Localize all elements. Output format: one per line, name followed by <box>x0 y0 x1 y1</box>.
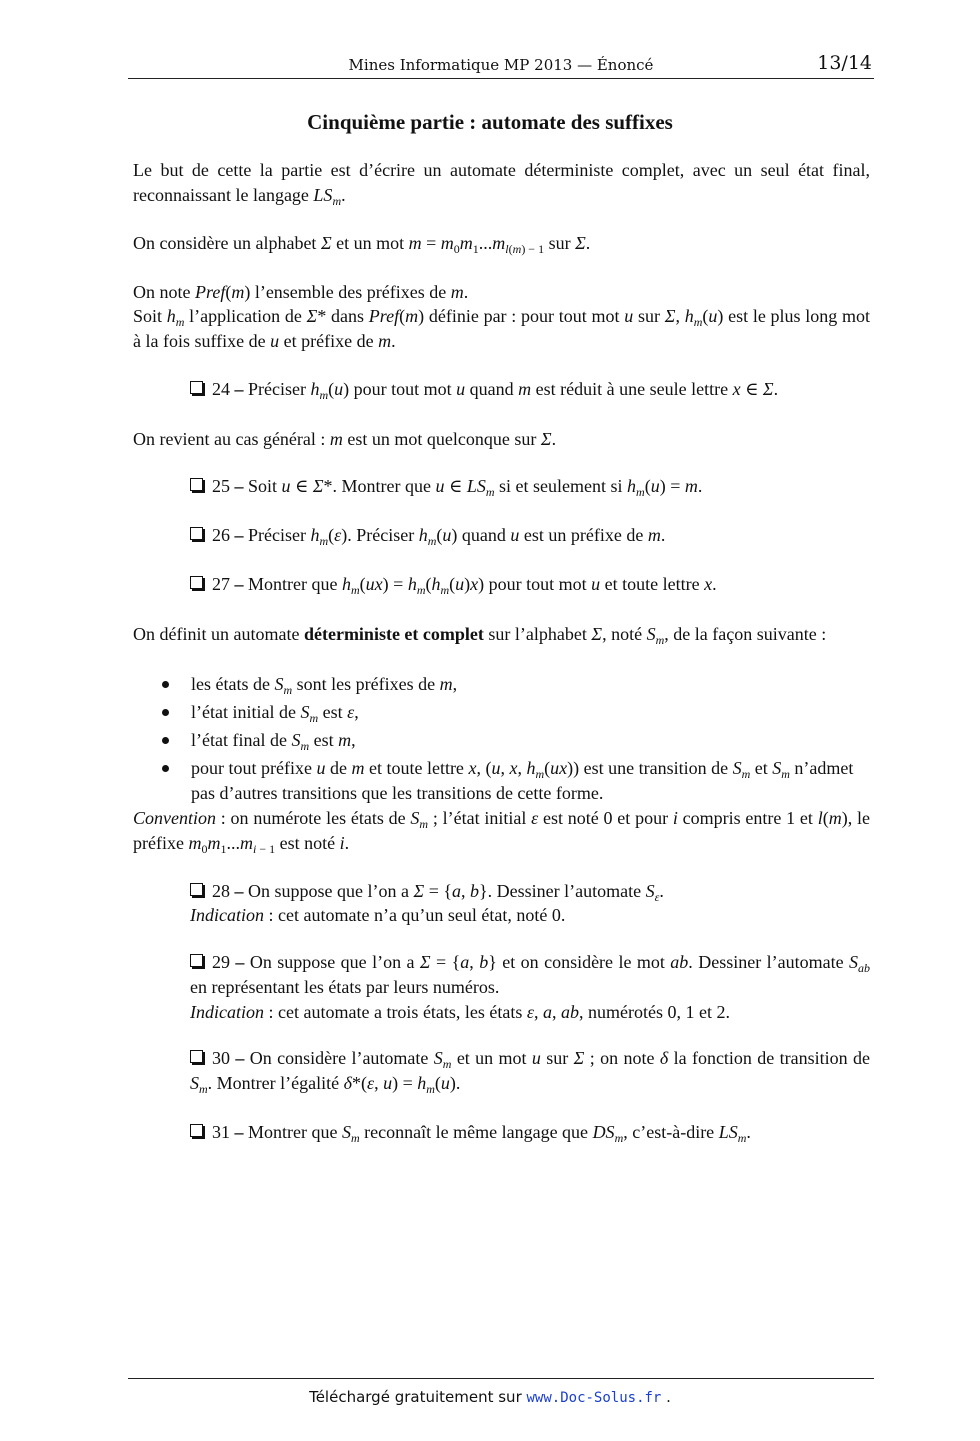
checkbox-icon <box>190 576 203 589</box>
bullet-icon <box>162 765 169 772</box>
question-29-indication: Indication : cet automate a trois états, les états ε, a, ab, numérotés 0, 1 et 2. <box>190 1002 730 1022</box>
intro-paragraph: Le but de cette la partie est d’écrire un automate déterministe complet, avec un seul état final, reconnaissant le langage $LS_m$. <box>133 160 870 208</box>
checkbox-icon <box>190 1050 203 1063</box>
page-footer <box>0 1388 980 1406</box>
convention-paragraph: Convention : on numérote les états de $S_m$ ; l’état initial ε est noté 0 et pour i compris entre 1 et l(m), le préfixe $m_0m_1...m_{i - 1}$ est noté i. <box>133 808 870 856</box>
checkbox-icon <box>190 381 203 394</box>
list-item: l’état initial de $S_m$ est ε, <box>133 700 870 725</box>
footer-suffix: . <box>661 1388 671 1406</box>
checkbox-icon <box>190 1124 203 1137</box>
page-header <box>128 54 874 79</box>
alphabet-paragraph: On considère un alphabet Σ et un mot $m = m_0m_1...m_{l(m) - 1}$ sur Σ. <box>133 233 591 256</box>
question-24: 24 – Préciser $h_m(u)$ pour tout mot u quand m est réduit à une seule lettre x ∈ Σ. <box>190 377 870 402</box>
question-28: 28 – On suppose que l’on a Σ = {a, b}. Dessiner l’automate $S_\varepsilon$. <box>190 879 870 904</box>
checkbox-icon <box>190 954 203 967</box>
page-number: 13/14 <box>817 52 872 74</box>
footer-rule <box>128 1378 874 1379</box>
header-title: Mines Informatique MP 2013 — Énoncé <box>348 56 654 74</box>
list-item: l’état final de $S_m$ est m, <box>133 728 870 753</box>
question-28-indication: Indication : cet automate n’a qu’un seul état, noté 0. <box>190 905 566 925</box>
question-27: 27 – Montrer que $h_m(ux) = h_m(h_m(u)x)$ pour tout mot u et toute lettre x. <box>190 572 870 597</box>
checkbox-icon <box>190 478 203 491</box>
question-26: 26 – Préciser $h_m(\varepsilon)$. Préciser $h_m(u)$ quand u est un préfixe de m. <box>190 523 870 548</box>
bullet-icon <box>162 737 169 744</box>
footer-text: Téléchargé gratuitement sur <box>309 1388 527 1406</box>
question-31: 31 – Montrer que $S_m$ reconnaît le même langage que $DS_m$, c’est-à-dire $LS_m$. <box>190 1120 870 1145</box>
bullet-icon <box>162 709 169 716</box>
list-item: les états de $S_m$ sont les préfixes de m, <box>133 672 870 697</box>
section-title: Cinquième partie : automate des suffixes <box>307 110 673 134</box>
general-case-paragraph: On revient au cas général : m est un mot quelconque sur Σ. <box>133 429 557 449</box>
checkbox-icon <box>190 527 203 540</box>
automaton-definition-paragraph: On définit un automate déterministe et complet sur l’alphabet Σ, noté $S_m$, de la façon suivante : <box>133 624 827 647</box>
question-29: 29 – On suppose que l’on a Σ = {a, b} et on considère le mot ab. Dessiner l’automate $S_{ab}$ en représentant les états par leurs numéros. <box>190 952 871 997</box>
question-30: 30 – On considère l’automate $S_m$ et un mot u sur Σ ; on note δ la fonction de transition de $S_m$. Montrer l’égalité δ*(ε, $u) = h_m(u)$. <box>190 1048 871 1096</box>
list-item: pour tout préfixe u de m et toute lettre x, (u, x, $h_m(ux)$) est une transition de $S_m$ et $S_m$ n’admet pas d’autres transitions que les transitions de cette forme. <box>133 756 870 806</box>
prefix-definition-paragraph: On note Pref(m) l’ensemble des préfixes de m. <box>133 282 469 302</box>
footer-link[interactable]: www.Doc-Solus.fr <box>526 1390 662 1406</box>
question-25: 25 – Soit u ∈ Σ*. Montrer que u ∈ $LS_m$ si et seulement si $h_m(u) = m$. <box>190 474 870 499</box>
checkbox-icon <box>190 883 203 896</box>
automaton-properties-list <box>133 672 870 809</box>
hm-definition-paragraph: Soit $h_m$ l’application de Σ* dans Pref(m) définie par : pour tout mot u sur Σ, $h_m(u)$ est le plus long mot à la fois suffixe de u et préfixe de m. <box>133 306 871 351</box>
bullet-icon <box>162 681 169 688</box>
